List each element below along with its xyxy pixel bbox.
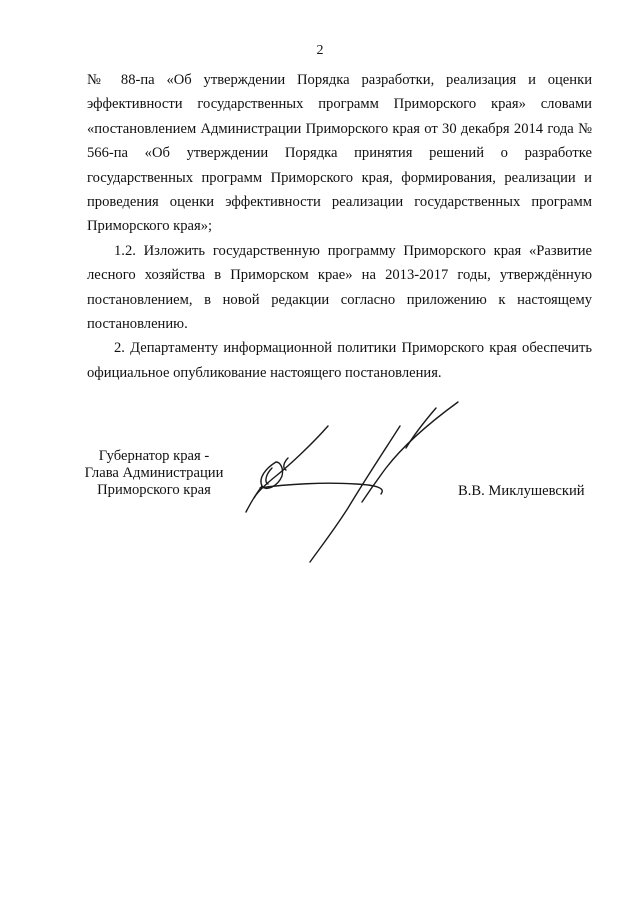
signatory-title (74, 448, 234, 499)
signatory-title-line: Глава Администрации (84, 465, 224, 481)
signatory-title-line: Губернатор края - (98, 448, 210, 464)
paragraph-continuation: № 88-па «Об утверждении Порядка разработки, реализация и оценки эффективности государственных программ Приморского края» словами «постановлением Администрации Приморского края от 30 декабря 2014 года № 566-па «Об утверждении Порядка принятия решений о разработке государственных программ Приморского края, формирования, реализации и проведения оценки эффективности реализации государственных программ Приморского края»; (87, 72, 592, 235)
page-number: 2 (316, 43, 324, 58)
handwritten-signature (236, 398, 472, 566)
signatory-title-line: Приморского края (97, 482, 211, 498)
signatory-name: В.В. Миклушевский (458, 483, 585, 499)
paragraph-item-2: 2. Департаменту информационной политики Приморского края обеспечить официальное опубликование настоящего постановления. (87, 340, 592, 381)
paragraph-item-1-2: 1.2. Изложить государственную программу Приморского края «Развитие лесного хозяйства в Приморском крае» на 2013-2017 годы, утверждённую постановлением, в новой редакции согласно приложению к настоящему постановлению. (87, 242, 592, 333)
document-body (87, 68, 592, 385)
